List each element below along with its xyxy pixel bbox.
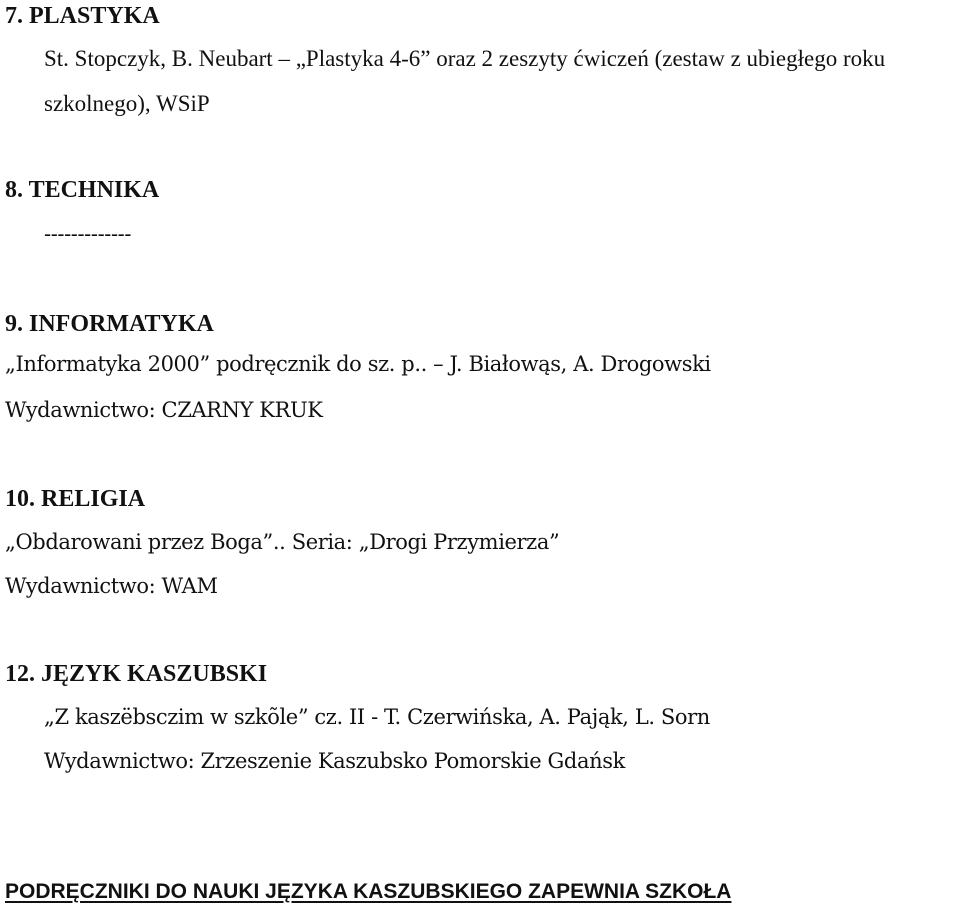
section-heading-plastyka: 7. PLASTYKA (5, 3, 160, 29)
section-heading-informatyka: 9. INFORMATYKA (5, 311, 214, 337)
book-entry-jezyk-kaszubski: „Z kaszëbsczim w szkõle” cz. II - T. Czerwińska, A. Pająk, L. Sorn (44, 705, 710, 729)
book-entry-technika: ------------- (44, 222, 132, 246)
book-entry-plastyka: St. Stopczyk, B. Neubart – „Plastyka 4-6” oraz 2 zeszyty ćwiczeń (zestaw z ubiegłego roku (44, 46, 886, 71)
section-heading-religia: 10. RELIGIA (5, 486, 146, 512)
publisher-informatyka: Wydawnictwo: CZARNY KRUK (5, 398, 323, 422)
publisher-religia: Wydawnictwo: WAM (5, 574, 218, 598)
footer-notice: PODRĘCZNIKI DO NAUKI JĘZYKA KASZUBSKIEGO ZAPEWNIA SZKOŁA (5, 880, 732, 903)
publisher-jezyk-kaszubski: Wydawnictwo: Zrzeszenie Kaszubsko Pomorskie Gdańsk (44, 749, 625, 773)
book-entry-plastyka-continued: szkolnego), WSiP (44, 91, 210, 116)
section-heading-jezyk-kaszubski: 12. JĘZYK KASZUBSKI (5, 661, 268, 687)
book-entry-informatyka: „Informatyka 2000” podręcznik do sz. p.. – J. Białowąs, A. Drogowski (5, 352, 711, 376)
section-heading-technika: 8. TECHNIKA (5, 177, 160, 203)
book-entry-religia: „Obdarowani przez Boga”.. Seria: „Drogi Przymierza” (5, 530, 560, 554)
